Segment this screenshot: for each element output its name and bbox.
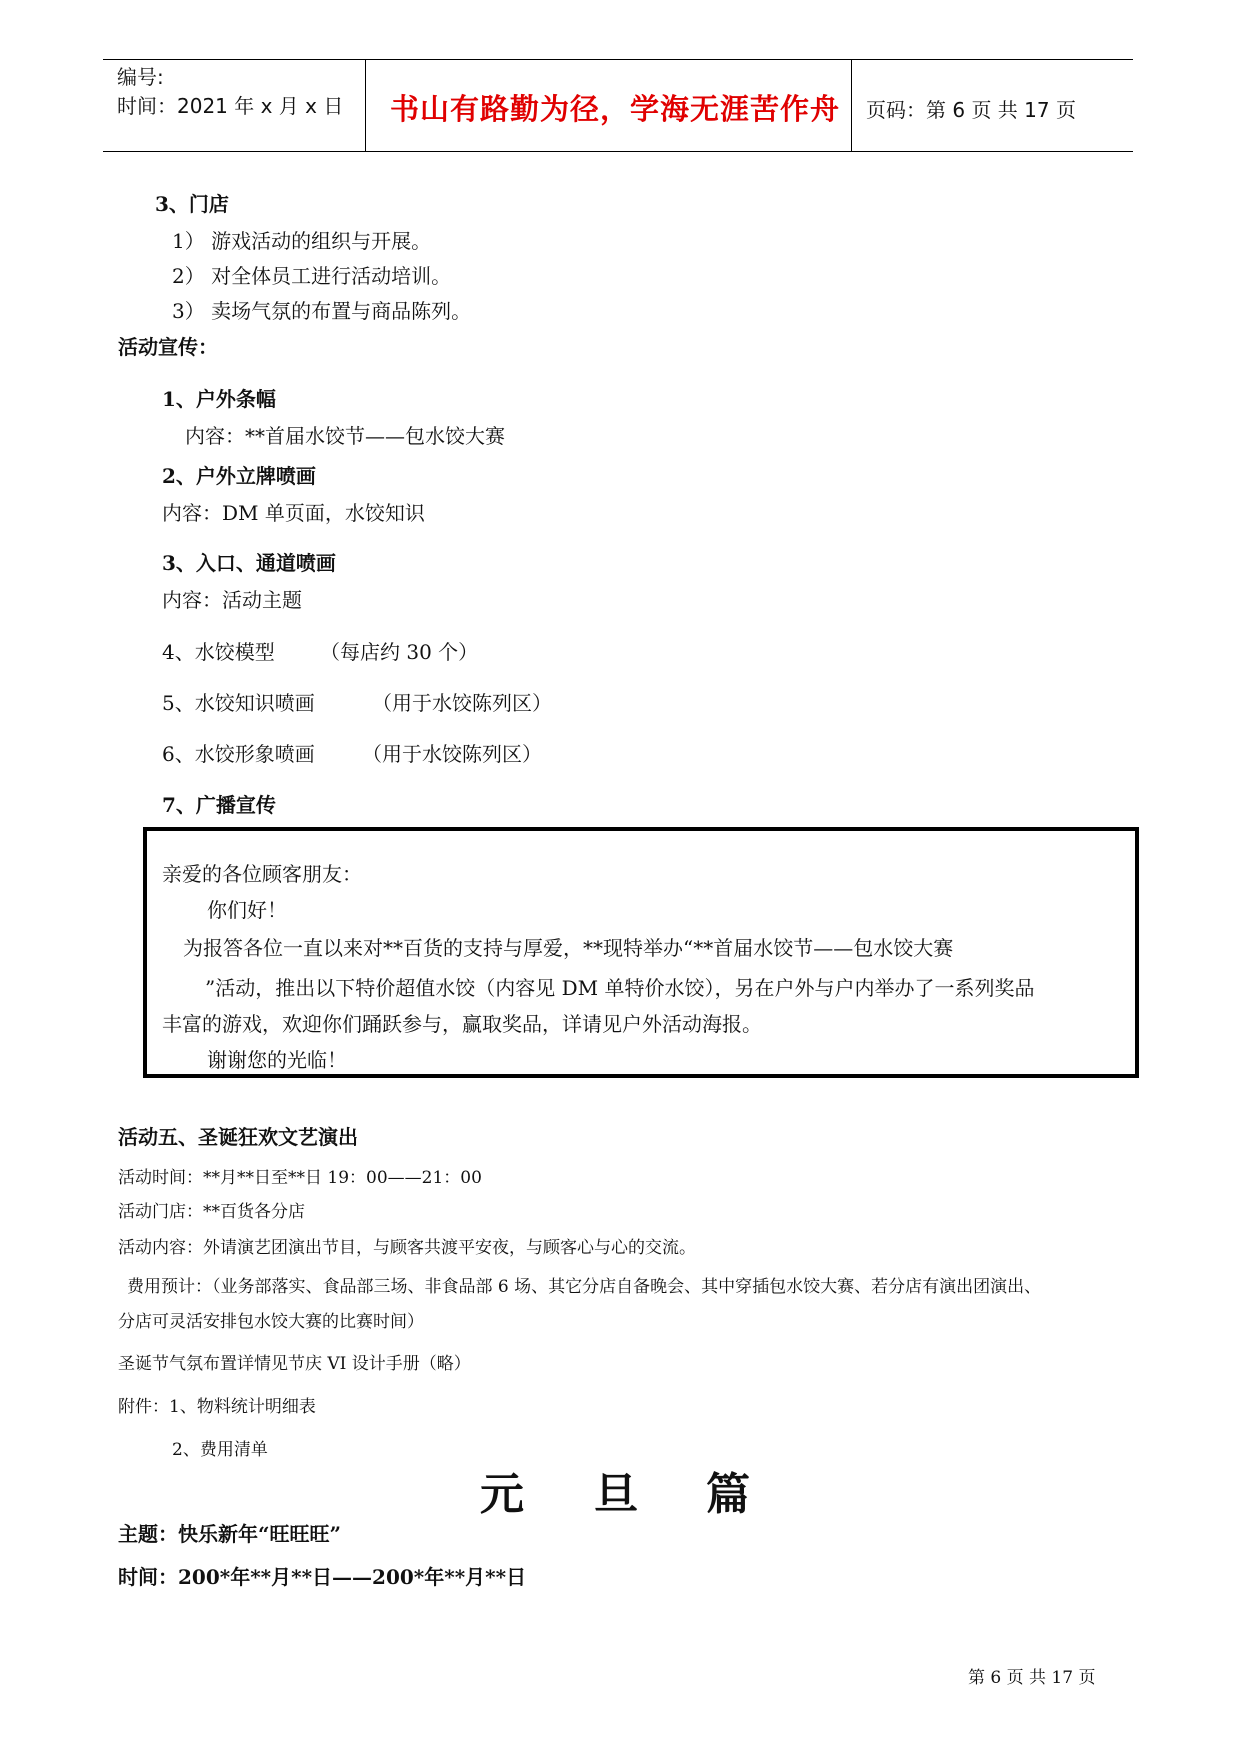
promo-item-6-note: （用于水饺陈列区） (362, 742, 542, 766)
header-page-code: 页码：第 6 页 共 17 页 (866, 98, 1076, 122)
header-motto: 书山有路勤为径，学海无涯苦作舟 (390, 92, 841, 126)
header-divider-left (365, 59, 366, 152)
promo-item-5-note: （用于水饺陈列区） (372, 691, 552, 715)
promo-item-1-title: 1、户外条幅 (162, 387, 276, 411)
header-top-rule (103, 59, 1133, 60)
newyear-time: 时间：200*年**月**日——200*年**月**日 (118, 1565, 527, 1589)
promo-item-5-title: 5、水饺知识喷画 (162, 691, 315, 715)
notice-greeting: 亲爱的各位顾客朋友： (162, 862, 362, 886)
attachment-2: 2、费用清单 (172, 1440, 268, 1460)
activity5-content: 活动内容：外请演艺团演出节目，与顾客共渡平安夜，与顾客心与心的交流。 (118, 1238, 696, 1258)
header-date: 时间：2021 年 x 月 x 日 (117, 94, 344, 118)
promo-item-2-content: 内容：DM 单页面，水饺知识 (162, 501, 425, 525)
store-heading: 3、门店 (155, 192, 229, 216)
promo-heading: 活动宣传： (118, 335, 218, 359)
promo-item-3-title: 3、入口、通道喷画 (162, 551, 336, 575)
promo-item-7-title: 7、广播宣传 (162, 793, 276, 817)
attachment-1: 附件：1、物料统计明细表 (118, 1397, 316, 1417)
store-item-1: 1） 游戏活动的组织与开展。 (172, 229, 432, 253)
notice-hello: 你们好！ (207, 898, 287, 922)
notice-line-2: ”活动，推出以下特价超值水饺（内容见 DM 单特价水饺），另在户外与户内举办了一系列奖品 (205, 976, 1035, 1000)
newyear-theme: 主题：快乐新年“旺旺旺” (118, 1522, 342, 1546)
promo-item-2-title: 2、户外立牌喷画 (162, 464, 316, 488)
chapter-title-char-2: 旦 (594, 1469, 638, 1520)
promo-item-1-content: 内容：**首届水饺节——包水饺大赛 (185, 424, 505, 448)
store-item-3: 3） 卖场气氛的布置与商品陈列。 (172, 299, 472, 323)
promo-item-3-content: 内容：活动主题 (162, 588, 302, 612)
promo-item-4-title: 4、水饺模型 (162, 640, 275, 664)
notice-line-3: 丰富的游戏，欢迎你们踊跃参与，赢取奖品，详请见户外活动海报。 (162, 1012, 762, 1036)
chapter-title-char-3: 篇 (706, 1469, 750, 1520)
header-bottom-rule (103, 151, 1133, 152)
promo-item-6-title: 6、水饺形象喷画 (162, 742, 315, 766)
notice-line-1: 为报答各位一直以来对**百货的支持与厚爱，**现特举办“**首届水饺节——包水饺大赛 (183, 936, 954, 960)
store-item-2: 2） 对全体员工进行活动培训。 (172, 264, 452, 288)
chapter-title-char-1: 元 (480, 1469, 524, 1520)
activity5-time: 活动时间：**月**日至**日 19：00——21：00 (118, 1168, 482, 1188)
activity5-stores: 活动门店：**百货各分店 (118, 1202, 305, 1222)
activity5-heading: 活动五、圣诞狂欢文艺演出 (118, 1125, 358, 1149)
footer-page-number: 第 6 页 共 17 页 (968, 1668, 1096, 1688)
notice-thanks: 谢谢您的光临！ (207, 1048, 347, 1072)
activity5-budget-line-2: 分店可灵活安排包水饺大赛的比赛时间） (118, 1312, 424, 1332)
header-divider-right (851, 59, 852, 152)
serial-label: 编号: (117, 65, 164, 89)
activity5-budget-line-1: 费用预计：（业务部落实、食品部三场、非食品部 6 场、其它分店自备晚会、其中穿插包水饺大赛、若分店有演出团演出、 (127, 1277, 1042, 1297)
activity5-decor-note: 圣诞节气氛布置详情见节庆 VI 设计手册（略） (118, 1354, 471, 1374)
promo-item-4-note: （每店约 30 个） (320, 640, 479, 664)
